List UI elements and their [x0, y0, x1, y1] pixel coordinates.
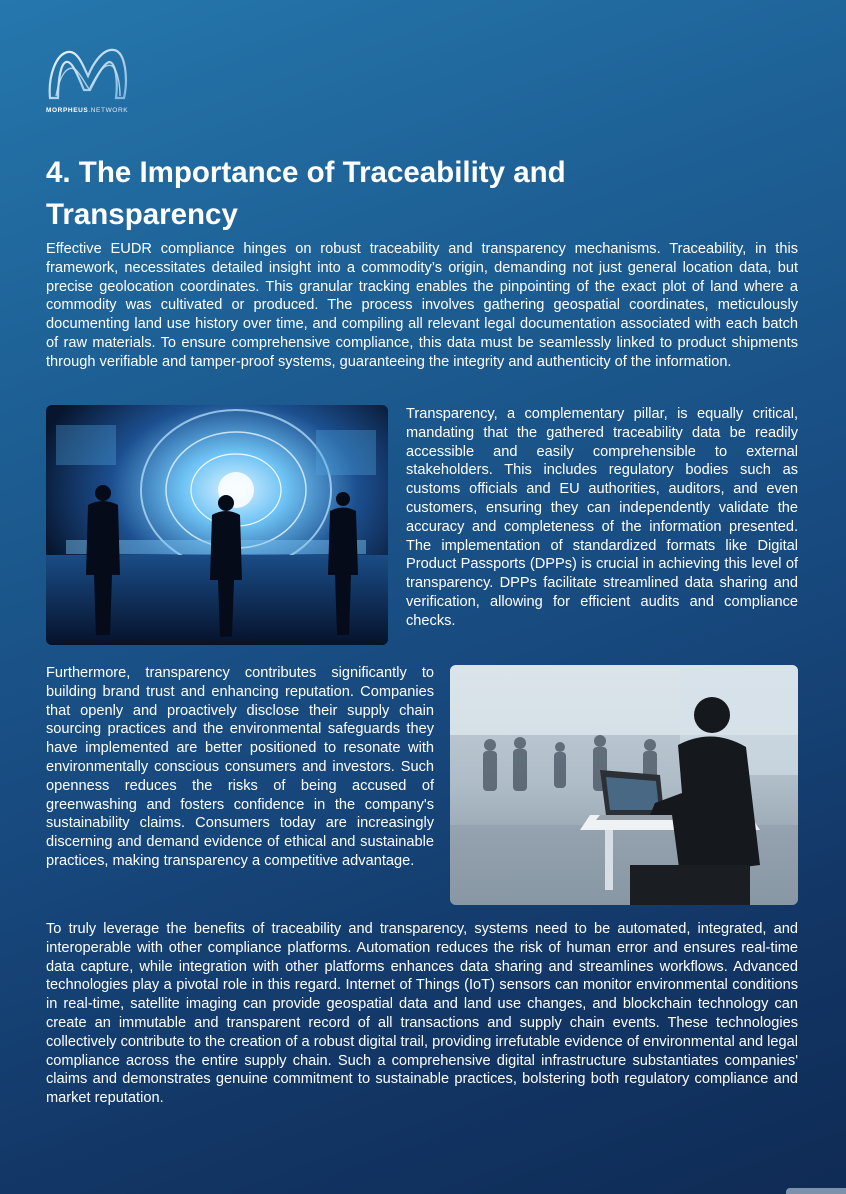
page-corner-decoration [786, 1188, 846, 1194]
paragraph-technologies: To truly leverage the benefits of traceability and transparency, systems need to be automated, integrated, and interoperable with other compliance platforms. Automation reduces the risk of human error and ensures real-time data capture, while integration with other platforms enhances data sharing and streamlines workflows. Advanced technologies play a pivotal role in this regard. Internet of Things (IoT) sensors can monitor environmental conditions in real-time, satellite imaging can provide geospatial data and land use changes, and blockchain technology can create an immutable and transparent record of all transactions and supply chain events. These technologies collectively contribute to the creation of a robust digital trail, providing irrefutable evidence of environmental and legal compliance across the entire supply chain. Such a comprehensive digital infrastructure substantiates companies' claims and demonstrates genuine commitment to sustainable practices, bolstering both regulatory compliance and market reputation. [46, 921, 799, 1107]
paragraph-brand-trust: Furthermore, transparency contributes significantly to building brand trust and enhancing reputation. Companies that openly and proactively disclose their supply chain sourcing practices and the environmental safeguards they have implemented are better positioned to resonate with environmentally conscious consumers and investors. Such openness reduces the risks of being accused of greenwashing and fosters confidence in the company's sustainability claims. Consumers today are increasingly discerning and demand evidence of ethical and sustainable practices, making transparency a competitive advantage. [46, 665, 434, 869]
futuristic-control-room-image [46, 405, 388, 645]
brand-name-light: .NETWORK [88, 107, 129, 114]
paragraph-traceability: Effective EUDR compliance hinges on robust traceability and transparency mechanisms. Traceability, in this framework, necessitates detailed insight into a commodity’s origin, demanding not just general location data, but precise geolocation coordinates. This granular tracking enables the pinpointing of the exact plot of land where a commodity was cultivated or produced. The process involves gathering geospatial coordinates, meticulously documenting land use history over time, and compiling all relevant legal documentation associated with each batch of raw materials. To ensure comprehensive compliance, this data must be seamlessly linked to product shipments through verifiable and tamper-proof systems, guaranteeing the integrity and authenticity of the information. [46, 241, 798, 370]
paragraph-transparency: Transparency, a complementary pillar, is equally critical, mandating that the gathered traceability data be readily accessible and easily comprehensible to external stakeholders. This includes regulatory bodies such as customs officials and EU authorities, auditors, and even customers, ensuring they can independently validate the accuracy and completeness of the information presented. The implementation of standardized formats like Digital Product Passports (DPPs) is crucial in achieving this level of transparency. DPPs facilitate streamlined data sharing and verification, allowing for efficient audits and compliance checks. [406, 406, 798, 629]
brand-name [46, 107, 132, 114]
brand-logo [46, 46, 132, 114]
brand-name-bold: MORPHEUS [46, 107, 89, 114]
person-with-laptop-image [450, 665, 798, 905]
section-title: 4. The Importance of Traceability and Transparency [46, 156, 566, 231]
morpheus-logo-icon [46, 46, 130, 104]
